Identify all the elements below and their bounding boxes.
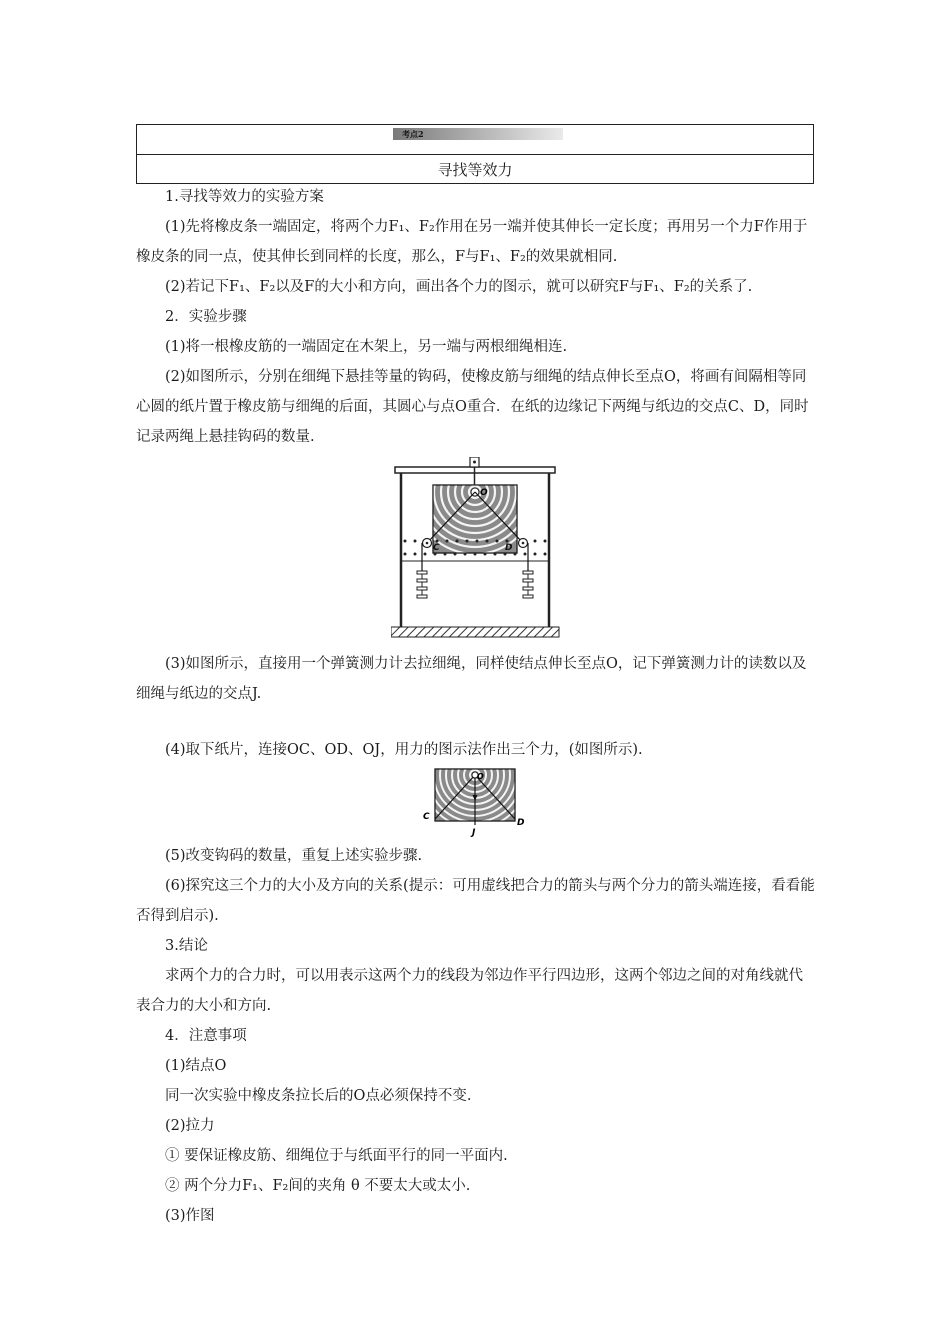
fig2-label-j: J [472, 828, 476, 838]
s4-paragraph-2: 同一次实验中橡皮条拉长后的O点必须保持不变. [165, 1088, 472, 1104]
s1-paragraph-1: (1)先将橡皮条一端固定，将两个力F₁、F₂作用在另一端并使其伸长一定长度；再用另一个力F作用于橡皮条的同一点，使其伸长到同样的长度，那么，F与F₁、F₂的效果就相同. [136, 219, 808, 265]
s2-title: 2．实验步骤 [165, 309, 247, 325]
fig2-label-c: C [423, 812, 430, 822]
force-diagram-figure [421, 767, 531, 839]
s4-paragraph-4: ① 要保证橡皮筋、细绳位于与纸面平行的同一平面内. [165, 1148, 508, 1164]
section-title: 寻找等效力 [437, 161, 513, 179]
document-body [136, 182, 816, 1231]
header-divider [137, 154, 813, 155]
topic-header-box [136, 124, 814, 184]
s2-paragraph-2: (2)如图所示，分别在细绳下悬挂等量的钩码，使橡皮筋与细绳的结点伸长至点O，将画有间隔相等同心圆的纸片置于橡皮筋与细绳的后面，其圆心与点O重合．在纸的边缘记下两绳与纸边的交点C、D，同时记录两绳上悬挂钩码的数量. [136, 369, 809, 445]
right-weights [523, 571, 533, 598]
fig1-label-o: O [480, 488, 488, 498]
s1-paragraph-2: (2)若记下F₁、F₂以及F的大小和方向，画出各个力的图示，就可以研究F与F₁、F₂的关系了. [165, 279, 753, 295]
s4-paragraph-5: ② 两个分力F₁、F₂间的夹角 θ 不要太大或太小. [165, 1178, 471, 1194]
topic-tag-text: 考点2 [402, 129, 424, 139]
s4-title: 4．注意事项 [165, 1028, 247, 1044]
base-hatch [391, 627, 559, 637]
s2-paragraph-1: (1)将一根橡皮筋的一端固定在木架上，另一端与两根细绳相连. [165, 339, 568, 355]
fig2-label-d: D [517, 818, 525, 828]
apparatus-figure [391, 457, 561, 645]
s2-paragraph-3: (3)如图所示，直接用一个弹簧测力计去拉细绳，同样使结点伸长至点O，记下弹簧测力计的读数以及细绳与纸边的交点J. [136, 656, 807, 702]
s2-paragraph-5: (5)改变钩码的数量，重复上述实验步骤. [165, 848, 423, 864]
topic-tag [393, 128, 563, 140]
s3-title: 3.结论 [165, 938, 208, 954]
fig1-label-d: D [505, 543, 513, 553]
s4-paragraph-3: (2)拉力 [165, 1118, 215, 1134]
fig2-label-o: O [477, 772, 484, 781]
fig1-label-c: C [433, 543, 440, 553]
s1-title: 1.寻找等效力的实验方案 [165, 189, 324, 205]
left-weights [417, 571, 427, 598]
s3-paragraph-1: 求两个力的合力时，可以用表示这两个力的线段为邻边作平行四边形，这两个邻边之间的对角线就代表合力的大小和方向. [136, 968, 803, 1014]
s4-paragraph-6: (3)作图 [165, 1208, 215, 1224]
s2-paragraph-4: (4)取下纸片，连接OC、OD、OJ，用力的图示法作出三个力，(如图所示). [165, 742, 643, 758]
s4-paragraph-1: (1)结点O [165, 1058, 227, 1074]
s2-paragraph-6: (6)探究这三个力的大小及方向的关系(提示：可用虚线把合力的箭头与两个分力的箭头端连接，看看能否得到启示). [136, 878, 815, 924]
